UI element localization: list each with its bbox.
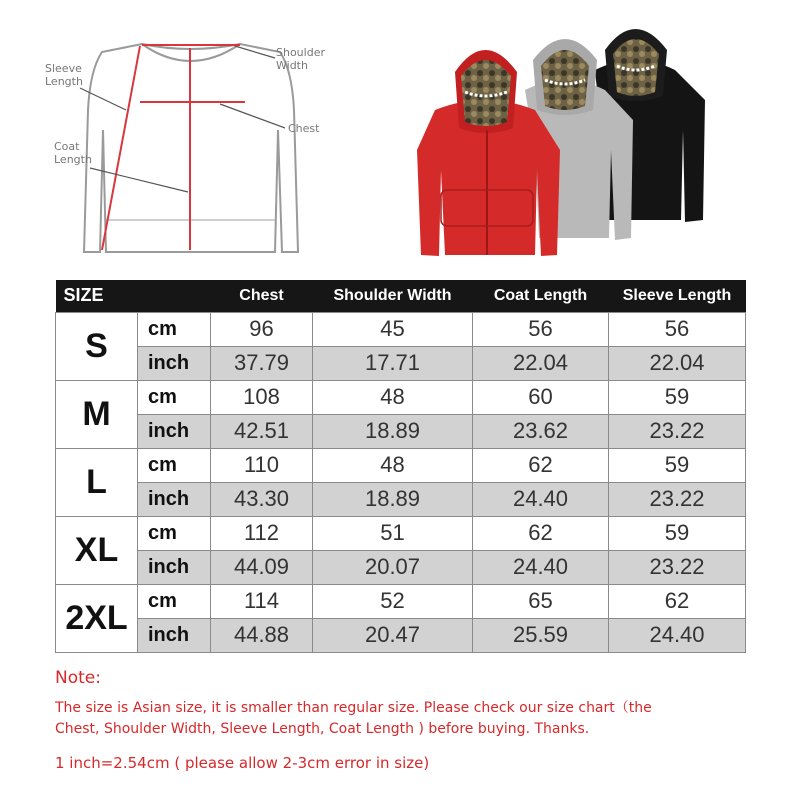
shoulder-width-label: Shoulder Width	[276, 46, 325, 72]
shoulder-value: 18.89	[313, 482, 473, 516]
coat-value: 65	[473, 584, 609, 618]
coat-value: 23.62	[473, 414, 609, 448]
header-shoulder-width: Shoulder Width	[333, 286, 452, 304]
table-row	[56, 516, 746, 550]
sleeve-value: 56	[609, 312, 746, 346]
table-row	[56, 584, 746, 618]
chest-value: 110	[211, 448, 313, 482]
chest-value: 108	[211, 380, 313, 414]
chest-value: 96	[211, 312, 313, 346]
shoulder-value: 48	[313, 448, 473, 482]
sleeve-value: 59	[609, 516, 746, 550]
note-line-1: The size is Asian size, it is smaller than regular size. Please check our size chart（the	[55, 700, 652, 716]
unit-inch: inch	[138, 618, 211, 652]
table-header-row	[56, 280, 746, 312]
table-row	[56, 346, 746, 380]
shoulder-value: 17.71	[313, 346, 473, 380]
unit-cm: cm	[138, 516, 211, 550]
chest-value: 44.09	[211, 550, 313, 584]
sleeve-value: 23.22	[609, 550, 746, 584]
chest-value: 114	[211, 584, 313, 618]
chest-value: 37.79	[211, 346, 313, 380]
sleeve-value: 24.40	[609, 618, 746, 652]
unit-cm: cm	[138, 448, 211, 482]
size-name: L	[56, 448, 138, 516]
size-chart-table	[55, 280, 746, 653]
coat-value: 62	[473, 448, 609, 482]
chest-value: 42.51	[211, 414, 313, 448]
sleeve-length-label: Sleeve Length	[45, 62, 83, 88]
table-row	[56, 550, 746, 584]
table-row	[56, 448, 746, 482]
size-note	[55, 668, 755, 772]
coat-value: 25.59	[473, 618, 609, 652]
shoulder-value: 48	[313, 380, 473, 414]
note-conversion: 1 inch=2.54cm ( please allow 2-3cm error in size)	[55, 754, 430, 772]
header-unit	[138, 280, 211, 312]
table-row	[56, 380, 746, 414]
shoulder-value: 51	[313, 516, 473, 550]
coat-length-label: Coat Length	[54, 140, 92, 166]
chest-value: 43.30	[211, 482, 313, 516]
shoulder-value: 45	[313, 312, 473, 346]
unit-inch: inch	[138, 346, 211, 380]
shoulder-value: 52	[313, 584, 473, 618]
coat-value: 22.04	[473, 346, 609, 380]
header-size: SIZE	[63, 285, 104, 306]
chest-value: 112	[211, 516, 313, 550]
size-name: XL	[56, 516, 138, 584]
coat-value: 56	[473, 312, 609, 346]
unit-inch: inch	[138, 550, 211, 584]
table-row	[56, 312, 746, 346]
unit-cm: cm	[138, 380, 211, 414]
coat-value: 24.40	[473, 550, 609, 584]
coat-value: 60	[473, 380, 609, 414]
header-chest: Chest	[239, 286, 284, 304]
chest-label: Chest	[288, 122, 320, 135]
unit-cm: cm	[138, 584, 211, 618]
hoodie-product-photo	[405, 10, 715, 260]
sleeve-value: 59	[609, 380, 746, 414]
sleeve-value: 23.22	[609, 482, 746, 516]
measurement-diagram	[30, 30, 350, 265]
header-sleeve-length: Sleeve Length	[622, 286, 732, 304]
coat-value: 24.40	[473, 482, 609, 516]
table-row	[56, 482, 746, 516]
unit-cm: cm	[138, 312, 211, 346]
shoulder-value: 18.89	[313, 414, 473, 448]
note-title: Note:	[55, 668, 101, 688]
sleeve-value: 59	[609, 448, 746, 482]
chest-value: 44.88	[211, 618, 313, 652]
size-name: M	[56, 380, 138, 448]
sleeve-value: 22.04	[609, 346, 746, 380]
unit-inch: inch	[138, 482, 211, 516]
size-name: 2XL	[56, 584, 138, 652]
note-line-2: Chest, Shoulder Width, Sleeve Length, Coat Length ) before buying. Thanks.	[55, 721, 590, 737]
sleeve-value: 62	[609, 584, 746, 618]
shoulder-value: 20.47	[313, 618, 473, 652]
table-row	[56, 414, 746, 448]
header-coat-length: Coat Length	[493, 286, 588, 304]
coat-value: 62	[473, 516, 609, 550]
table-row	[56, 618, 746, 652]
size-name: S	[56, 312, 138, 380]
shoulder-value: 20.07	[313, 550, 473, 584]
unit-inch: inch	[138, 414, 211, 448]
sleeve-value: 23.22	[609, 414, 746, 448]
